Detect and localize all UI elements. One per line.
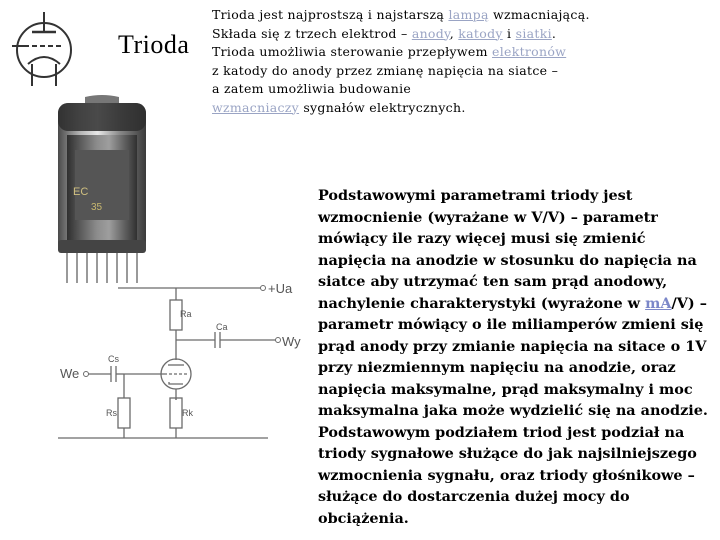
link-ma[interactable]: mA: [645, 294, 672, 312]
label-input: We: [60, 366, 80, 381]
link-anody[interactable]: anody: [411, 25, 450, 41]
link-wzmacniaczy[interactable]: wzmacniaczy: [212, 99, 300, 115]
label-rk: Rk: [182, 408, 193, 418]
intro-text: [212, 6, 632, 117]
intro-text-fragment: i: [502, 25, 516, 41]
intro-text-fragment: Składa się z trzech elektrod –: [212, 25, 412, 41]
label-cs: Cs: [108, 354, 119, 364]
triode-symbol-icon: [10, 10, 78, 88]
intro-line-4: z katody do anody przez zmianę napięcia na siatce –: [212, 62, 559, 78]
link-katody[interactable]: katody: [458, 25, 503, 41]
svg-text:EC: EC: [73, 186, 89, 198]
link-siatki[interactable]: siatki: [515, 25, 552, 41]
intro-text-fragment: .: [551, 25, 557, 41]
svg-text:35: 35: [91, 202, 103, 213]
intro-line-1: [212, 6, 632, 25]
label-supply: +Ua: [268, 281, 293, 296]
link-lampa[interactable]: lampą: [448, 7, 489, 22]
intro-line-2: [212, 25, 632, 44]
intro-line-3: [212, 43, 632, 62]
label-ra: Ra: [180, 309, 192, 319]
intro-text-fragment: Trioda jest najprostszą i najstarszą: [212, 7, 449, 22]
vacuum-tube-photo: [55, 95, 150, 285]
triode-amplifier-circuit: [58, 270, 306, 450]
page-title: Trioda: [118, 30, 190, 59]
intro-line-5: a zatem umożliwia budowanie: [212, 81, 412, 96]
label-rs: Rs: [106, 408, 117, 418]
intro-text-fragment: Trioda umożliwia sterowanie przepływem: [212, 44, 493, 59]
label-output: Wy: [282, 334, 301, 349]
intro-text-fragment: sygnałów elektrycznych.: [299, 99, 466, 115]
label-ca: Ca: [216, 322, 228, 332]
intro-text-fragment: ,: [449, 25, 459, 41]
params-text-end: /V) – parametr mówiący o ile miliamperów zmieni się prąd anody przy zmianie napięcia na sitace o 1V przy niezmiennym napięciu na anodzie, oraz napięcia maksymalne, prąd maksymalny i moc maksymalna jaka może wydzielić się na anodzie. Podstawowym podziałem triod jest podział na triody sygnałowe służące do jak najsilniejszego wzmocnienia sygnału, oraz triody głośnikowe – służące do dostarczenia dużej mocy do obciążenia.: [318, 294, 708, 527]
link-elektronow[interactable]: elektronów: [492, 44, 567, 59]
intro-text-fragment: wzmacniającą.: [488, 7, 590, 22]
params-text-start: Podstawowymi parametrami triody jest wzmocnienie (wyrażane w V/V) – parametr mówiący ile razy więcej musi się zmienić napięcia na anodzie w stosunku do napięcia na siatce aby utrzymać ten sam prąd anodowy, nachylenie charakterystyki (wyrażone w: [318, 187, 697, 312]
parameters-paragraph: [318, 185, 710, 529]
intro-line-6: [212, 99, 632, 118]
